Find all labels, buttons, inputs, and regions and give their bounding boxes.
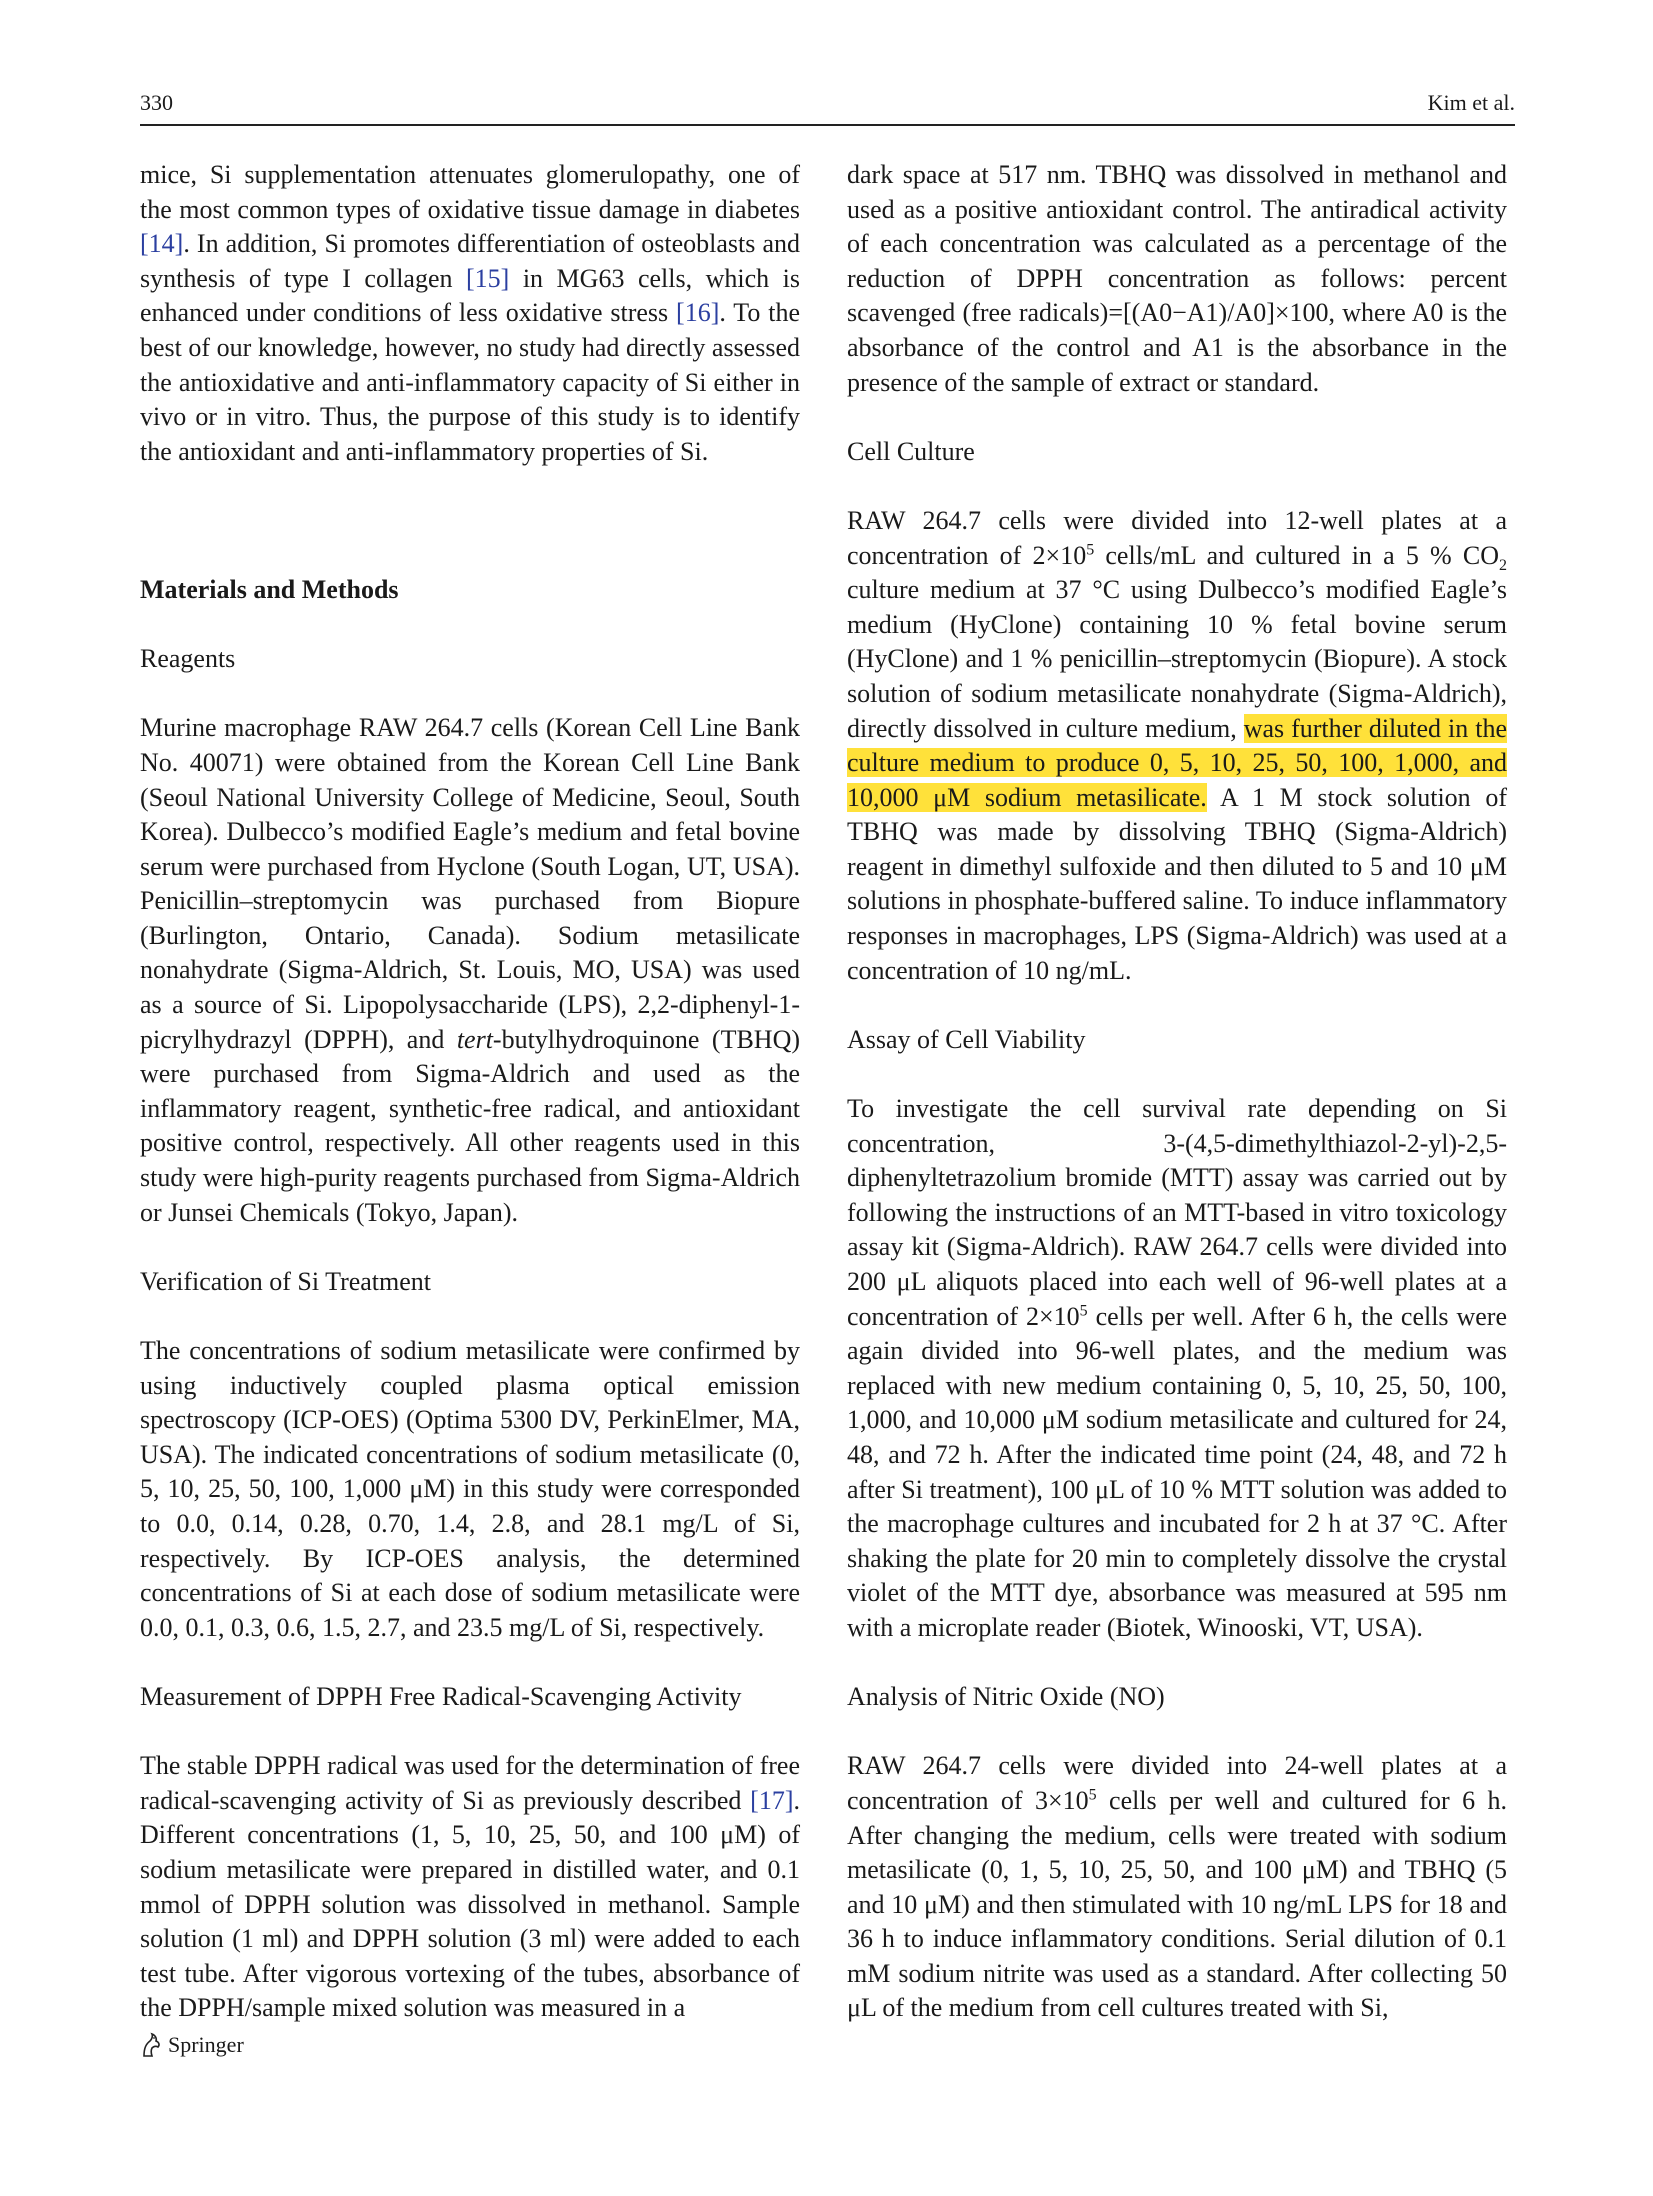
reference-link[interactable]: [15] (466, 263, 510, 293)
subsection-heading-viability: Assay of Cell Viability (847, 1024, 1086, 1054)
right-column (847, 158, 1507, 2026)
section-heading-materials: Materials and Methods (140, 574, 399, 604)
subsection-heading-reagents: Reagents (140, 644, 236, 674)
reference-link[interactable]: [14] (140, 229, 184, 259)
viability-paragraph: To investigate the cell survival rate depending on Si concentration, 3-(4,5-dimethylthiazol-2-yl)-2,5-diphenyltetrazolium bromide (MTT) assay was carried out by following the instructions of an MTT-based in vitro toxicology assay kit (Sigma-Aldrich). RAW 264.7 cells were divided into 200 μL aliquots placed into each well of 96-well plates at a concentration of $2\times 10^5$ cells per well. After 6 h, the cells were again divided into 96-well plates, and the medium was replaced with new medium containing 0, 5, 10, 25, 50, 100, 1,000, and 10,000 μM sodium metasilicate and cultured for 24, 48, and 72 h. After the indicated time point (24, 48, and 72 h after Si treatment), 100 μL of 10 % MTT solution was added to the macrophage cultures and incubated for 2 h at 37 °C. After shaking the plate for 20 min to completely dissolve the crystal violet of the MTT dye, absorbance was measured at 595 nm with a microplate reader (Biotek, Winooski, VT, USA). (847, 1094, 1507, 1642)
springer-horse-icon (140, 2032, 162, 2058)
left-column (140, 158, 800, 2026)
cell-culture-paragraph: RAW 264.7 cells were divided into 12-well plates at a concentration of $2\times 10^5$ cells/mL and cultured in a 5 % $CO_2$ culture medium at 37 °C using Dulbecco’s modified Eagle’s medium (HyClone) containing 10 % fetal bovine serum (HyClone) and 1 % penicillin–streptomycin (Biopure). A stock solution of sodium metasilicate nonahydrate (Sigma-Aldrich), directly dissolved in culture medium, was further diluted in the culture medium to produce 0, 5, 10, 25, 50, 100, 1,000, and 10,000 μM sodium metasilicate. A 1 M stock solution of TBHQ was made by dissolving TBHQ (Sigma-Aldrich) reagent in dimethyl sulfoxide and then diluted to 5 and 10 μM solutions in phosphate-buffered saline. To induce inflammatory responses in macrophages, LPS (Sigma-Aldrich) was used at a concentration of 10 ng/mL. (847, 505, 1508, 985)
dpph-continued-paragraph: dark space at 517 nm. TBHQ was dissolved in methanol and used as a positive antioxidant control. The antiradical activity of each concentration was calculated as a percentage of the reduction of DPPH concentration as follows: percent scavenged (free radicals)=[(A0−A1)/A0]×100, where A0 is the absorbance of the control and A1 is the absorbance in the presence of the sample of extract or standard. (847, 160, 1507, 397)
reference-link[interactable]: [17] (750, 1785, 794, 1815)
subsection-heading-dpph: Measurement of DPPH Free Radical-Scavenging Activity (140, 1681, 742, 1711)
reference-link[interactable]: [16] (676, 298, 720, 328)
intro-paragraph: mice, Si supplementation attenuates glomerulopathy, one of the most common types of oxidative tissue damage in diabetes [14]. In addition, Si promotes differentiation of osteoblasts and synthesis of type I collagen [15] in MG63 cells, which is enhanced under conditions of less oxidative stress [16]. To the best of our knowledge, however, no study had directly assessed the antioxidative and anti-inflammatory capacity of Si either in vivo or in vitro. Thus, the purpose of this study is to identify the antioxidant and anti-inflammatory properties of Si. (140, 160, 800, 466)
publisher-footer (140, 2028, 244, 2062)
running-header (140, 88, 1515, 126)
subsection-heading-verification: Verification of Si Treatment (140, 1266, 432, 1296)
verification-paragraph: The concentrations of sodium metasilicate were confirmed by using inductively coupled plasma optical emission spectroscopy (ICP-OES) (Optima 5300 DV, PerkinElmer, MA, USA). The indicated concentrations of sodium metasilicate (0, 5, 10, 25, 50, 100, 1,000 μM) in this study were corresponded to 0.0, 0.14, 0.28, 0.70, 1.4, 2.8, and 28.1 mg/L of Si, respectively. By ICP-OES analysis, the determined concentrations of Si at each dose of sodium metasilicate were 0.0, 0.1, 0.3, 0.6, 1.5, 2.7, and 23.5 mg/L of Si, respectively. (140, 1336, 800, 1642)
dpph-paragraph: The stable DPPH radical was used for the determination of free radical-scavenging activity of Si as previously described [17]. Different concentrations (1, 5, 10, 25, 50, and 100 μM) of sodium metasilicate were prepared in distilled water, and 0.1 mmol of DPPH solution was dissolved in methanol. Sample solution (1 ml) and DPPH solution (3 ml) were added to each test tube. After vigorous vortexing of the tubes, absorbance of the DPPH/sample mixed solution was measured in a (140, 1751, 800, 2023)
subsection-heading-cell-culture: Cell Culture (847, 436, 975, 466)
reagents-paragraph: Murine macrophage RAW 264.7 cells (Korean Cell Line Bank No. 40071) were obtained from the Korean Cell Line Bank (Seoul National University College of Medicine, Seoul, South Korea). Dulbecco’s modified Eagle’s medium and fetal bovine serum were purchased from Hyclone (South Logan, UT, USA). Penicillin–streptomycin was purchased from Biopure (Burlington, Ontario, Canada). Sodium metasilicate nonahydrate (Sigma-Aldrich, St. Louis, MO, USA) was used as a source of Si. Lipopolysaccharide (LPS), 2,2-diphenyl-1-picrylhydrazyl (DPPH), and tert-butylhydroquinone (TBHQ) were purchased from Sigma-Aldrich and used as the inflammatory reagent, synthetic-free radical, and antioxidant positive control, respectively. All other reagents used in this study were high-purity reagents purchased from Sigma-Aldrich or Junsei Chemicals (Tokyo, Japan). (140, 713, 800, 1227)
page-number: 330 (140, 90, 173, 115)
subsection-heading-no: Analysis of Nitric Oxide (NO) (847, 1682, 1165, 1712)
publisher-name: Springer (168, 2032, 244, 2057)
running-authors: Kim et al. (1427, 90, 1515, 115)
highlighted-text[interactable]: was further diluted in the culture medium to produce 0, 5, 10, 25, 50, 100, 1,000, and 10,000 μM sodium metasilicate. (847, 713, 1507, 812)
no-paragraph: RAW 264.7 cells were divided into 24-well plates at a concentration of $3\times 10^5$ cells per well and cultured for 6 h. After changing the medium, cells were treated with sodium metasilicate (0, 1, 5, 10, 25, 50, and 100 μM) and TBHQ (5 and 10 μM) and then stimulated with 10 ng/mL LPS for 18 and 36 h to induce inflammatory conditions. Serial dilution of 0.1 mM sodium nitrite was used as a standard. After collecting 50 μL of the medium from cell cultures treated with Si, (847, 1751, 1507, 2023)
